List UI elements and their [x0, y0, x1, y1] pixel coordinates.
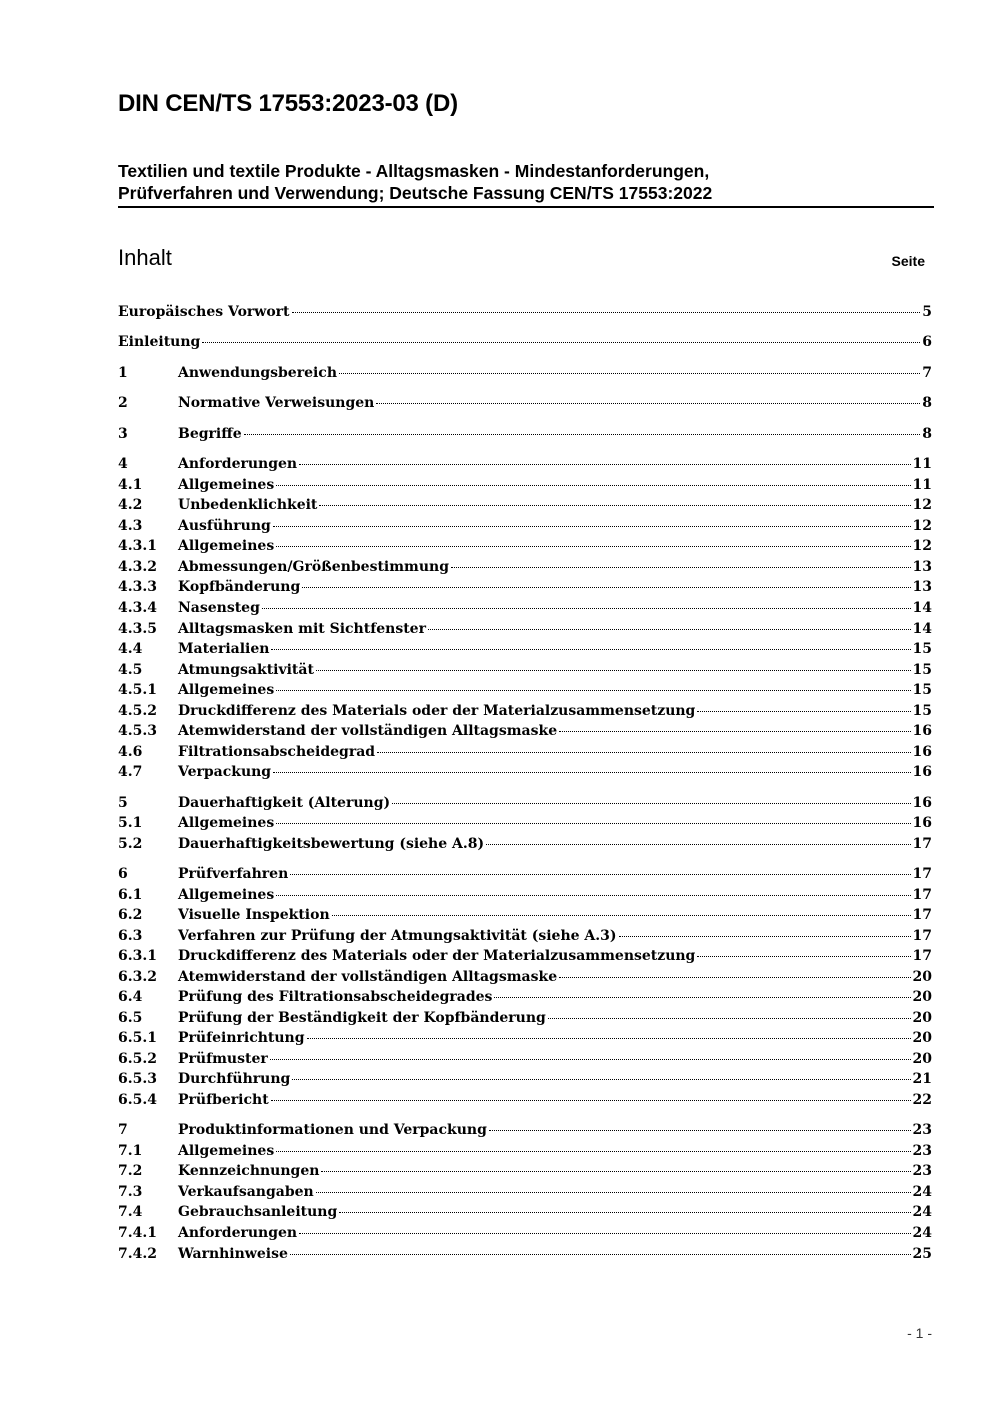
toc-entry[interactable] [118, 1244, 932, 1264]
toc-entry-number: 4.4 [118, 641, 143, 657]
toc-dot-leader [332, 914, 911, 916]
toc-dot-leader [428, 628, 911, 630]
toc-entry-page[interactable]: 17 [912, 907, 932, 923]
toc-entry-page[interactable]: 22 [912, 1092, 932, 1108]
toc-entry-number: 7 [118, 1122, 128, 1138]
toc-entry[interactable] [118, 302, 932, 322]
toc-entry-label[interactable]: Abmessungen/Größenbestimmung [178, 559, 450, 575]
toc-entry-number: 2 [118, 395, 128, 411]
toc-entry[interactable] [118, 619, 932, 639]
toc-entry-label[interactable]: Allgemeines [178, 887, 275, 903]
toc-entry-number: 4.3.4 [118, 600, 157, 616]
toc-entry[interactable] [118, 762, 932, 782]
toc-dot-leader [273, 771, 910, 773]
toc-dot-leader [302, 586, 910, 588]
toc-entry-page[interactable]: 7 [922, 365, 932, 381]
toc-entry-label[interactable]: Visuelle Inspektion [178, 907, 330, 923]
toc-entry-page[interactable]: 6 [922, 334, 932, 350]
toc-entry-label[interactable]: Anforderungen [178, 456, 298, 472]
toc-entry[interactable] [118, 1202, 932, 1222]
toc-dot-leader [276, 545, 910, 547]
toc-entry-number: 6.5.4 [118, 1092, 157, 1108]
toc-entry[interactable] [118, 557, 932, 577]
toc-entry-number: 7.4.2 [118, 1246, 157, 1262]
toc-dot-leader [376, 402, 920, 404]
toc-entry-label[interactable]: Ausführung [178, 518, 271, 534]
toc-entry[interactable] [118, 987, 932, 1007]
toc-entry-page[interactable]: 15 [912, 641, 932, 657]
toc-entry-label[interactable]: Begriffe [178, 426, 242, 442]
toc-entry[interactable] [118, 1161, 932, 1181]
toc-entry-label[interactable]: Kennzeichnungen [178, 1163, 320, 1179]
toc-dot-leader [548, 1017, 911, 1019]
toc-entry[interactable] [118, 516, 932, 536]
toc-entry-label[interactable]: Durchführung [178, 1071, 291, 1087]
toc-entry[interactable] [118, 1120, 932, 1140]
toc-entry-label[interactable]: Warnhinweise [178, 1246, 288, 1262]
toc-entry-number: 4.5 [118, 662, 143, 678]
toc-entry-label[interactable]: Prüfeinrichtung [178, 1030, 305, 1046]
toc-entry[interactable] [118, 905, 932, 925]
subtitle-line-2: Prüfverfahren und Verwendung; Deutsche Fassung CEN/TS 17553:2022 [118, 183, 713, 203]
toc-entry-number: 1 [118, 365, 128, 381]
toc-dot-leader [697, 710, 910, 712]
toc-entry-page[interactable]: 24 [912, 1204, 932, 1220]
toc-entry-label[interactable]: Prüfmuster [178, 1051, 268, 1067]
toc-entry-number: 6.5.2 [118, 1051, 157, 1067]
toc-entry-page[interactable]: 17 [912, 948, 932, 964]
toc-entry-page[interactable]: 12 [912, 538, 932, 554]
toc-entry-number: 6.1 [118, 887, 143, 903]
toc-dot-leader [202, 341, 920, 343]
toc-entry[interactable] [118, 1223, 932, 1243]
toc-entry-label[interactable]: Dauerhaftigkeitsbewertung (siehe A.8) [178, 836, 485, 852]
toc-entry[interactable] [118, 639, 932, 659]
toc-entry[interactable] [118, 680, 932, 700]
toc-entry-page[interactable]: 20 [912, 989, 932, 1005]
toc-entry[interactable] [118, 864, 932, 884]
toc-entry-label[interactable]: Druckdifferenz des Materials oder der Materialzusammensetzung [178, 948, 696, 964]
toc-dot-leader [270, 1058, 911, 1060]
toc-entry-number: 6.3 [118, 928, 143, 944]
toc-entry[interactable] [118, 1141, 932, 1161]
toc-entry-label[interactable]: Allgemeines [178, 1143, 275, 1159]
toc-entry-label[interactable]: Einleitung [118, 334, 201, 350]
toc-entry[interactable] [118, 577, 932, 597]
page-column-label: Seite [891, 253, 925, 269]
toc-entry-page[interactable]: 17 [912, 836, 932, 852]
toc-dot-leader [299, 1232, 910, 1234]
toc-entry-number: 6.2 [118, 907, 143, 923]
toc-dot-leader [321, 1170, 910, 1172]
toc-entry-number: 4.3.2 [118, 559, 157, 575]
toc-entry-number: 4.5.1 [118, 682, 157, 698]
toc-dot-leader [339, 372, 920, 374]
toc-entry-label[interactable]: Alltagsmasken mit Sichtfenster [178, 621, 426, 637]
toc-entry[interactable] [118, 1069, 932, 1089]
toc-dot-leader [559, 976, 910, 978]
toc-entry-page[interactable]: 16 [912, 723, 932, 739]
toc-entry[interactable] [118, 885, 932, 905]
toc-entry-page[interactable]: 24 [912, 1184, 932, 1200]
document-subtitle [118, 160, 934, 208]
toc-entry-page[interactable]: 13 [912, 579, 932, 595]
document-title: DIN CEN/TS 17553:2023-03 (D) [118, 90, 458, 117]
toc-dot-leader [697, 955, 910, 957]
toc-entry-label[interactable]: Atemwiderstand der vollständigen Alltagsmaske [178, 969, 558, 985]
toc-entry-label[interactable]: Allgemeines [178, 682, 275, 698]
toc-entry-number: 4.3 [118, 518, 143, 534]
toc-entry[interactable] [118, 1049, 932, 1069]
toc-entry[interactable] [118, 393, 932, 413]
toc-dot-leader [271, 648, 910, 650]
toc-dot-leader [290, 873, 910, 875]
toc-entry-page[interactable]: 23 [912, 1163, 932, 1179]
toc-dot-leader [276, 689, 910, 691]
toc-entry-number: 6.3.2 [118, 969, 157, 985]
toc-entry-label[interactable]: Allgemeines [178, 477, 275, 493]
toc-entry-page[interactable]: 13 [912, 559, 932, 575]
toc-entry[interactable] [118, 454, 932, 474]
toc-dot-leader [299, 463, 910, 465]
toc-dot-leader [494, 996, 910, 998]
toc-entry-label[interactable]: Nasensteg [178, 600, 260, 616]
toc-dot-leader [276, 894, 910, 896]
toc-entry[interactable] [118, 967, 932, 987]
toc-entry[interactable] [118, 475, 932, 495]
toc-entry-page[interactable]: 14 [912, 600, 932, 616]
toc-entry-number: 6.5.1 [118, 1030, 157, 1046]
toc-entry[interactable] [118, 946, 932, 966]
toc-entry-label[interactable]: Allgemeines [178, 538, 275, 554]
toc-dot-leader [319, 504, 910, 506]
subtitle-line-1: Textilien und textile Produkte - Alltagsmasken - Mindestanforderungen, [118, 161, 710, 181]
toc-entry-label[interactable]: Verpackung [178, 764, 272, 780]
toc-entry-label[interactable]: Gebrauchsanleitung [178, 1204, 338, 1220]
toc-entry-number: 4.3.1 [118, 538, 157, 554]
toc-dot-leader [292, 1078, 910, 1080]
toc-entry[interactable] [118, 742, 932, 762]
toc-entry-number: 7.4.1 [118, 1225, 157, 1241]
toc-dot-leader [316, 669, 911, 671]
toc-entry-label[interactable]: Prüfung des Filtrationsabscheidegrades [178, 989, 493, 1005]
toc-entry[interactable] [118, 793, 932, 813]
toc-dot-leader [244, 433, 921, 435]
toc-entry-number: 4.5.2 [118, 703, 157, 719]
toc-entry-label[interactable]: Verfahren zur Prüfung der Atmungsaktivität (siehe A.3) [178, 928, 617, 944]
toc-entry-page[interactable]: 20 [912, 1030, 932, 1046]
toc-entry[interactable] [118, 834, 932, 854]
toc-dot-leader [273, 525, 911, 527]
toc-dot-leader [262, 607, 911, 609]
toc-entry-label[interactable]: Dauerhaftigkeit (Alterung) [178, 795, 391, 811]
toc-entry-page[interactable]: 12 [912, 518, 932, 534]
toc-entry-label[interactable]: Allgemeines [178, 815, 275, 831]
toc-entry-label[interactable]: Produktinformationen und Verpackung [178, 1122, 487, 1138]
toc-entry-page[interactable]: 20 [912, 1051, 932, 1067]
toc-entry-page[interactable]: 11 [912, 477, 932, 493]
toc-entry-page[interactable]: 25 [912, 1246, 932, 1262]
toc-entry-number: 6.5 [118, 1010, 143, 1026]
toc-entry[interactable] [118, 926, 932, 946]
toc-entry-number: 4.6 [118, 744, 143, 760]
toc-entry[interactable] [118, 332, 932, 352]
page-number: - 1 - [907, 1325, 932, 1341]
toc-entry-number: 7.3 [118, 1184, 143, 1200]
toc-dot-leader [451, 566, 911, 568]
toc-entry-page[interactable]: 16 [912, 744, 932, 760]
toc-entry-label[interactable]: Druckdifferenz des Materials oder der Materialzusammensetzung [178, 703, 696, 719]
toc-entry-number: 3 [118, 426, 128, 442]
toc-entry-number: 5.1 [118, 815, 143, 831]
toc-dot-leader [619, 935, 911, 937]
contents-heading: Inhalt [118, 245, 172, 270]
toc-entry-label[interactable]: Anwendungsbereich [178, 365, 337, 381]
toc-entry[interactable] [118, 598, 932, 618]
toc-entry-page[interactable]: 17 [912, 928, 932, 944]
toc-entry-page[interactable]: 15 [912, 662, 932, 678]
toc-entry-page[interactable]: 8 [922, 426, 932, 442]
toc-dot-leader [339, 1211, 910, 1213]
toc-dot-leader [486, 843, 910, 845]
toc-entry-number: 4.3.3 [118, 579, 157, 595]
toc-entry-number: 4.5.3 [118, 723, 157, 739]
toc-entry-number: 6.5.3 [118, 1071, 157, 1087]
toc-entry-page[interactable]: 15 [912, 703, 932, 719]
toc-entry-page[interactable]: 23 [912, 1143, 932, 1159]
toc-entry-label[interactable]: Filtrationsabscheidegrad [178, 744, 376, 760]
toc-entry[interactable] [118, 1182, 932, 1202]
toc-entry-label[interactable]: Materialien [178, 641, 270, 657]
toc-entry-number: 4 [118, 456, 128, 472]
toc-entry-label[interactable]: Anforderungen [178, 1225, 298, 1241]
toc-entry-page[interactable]: 24 [912, 1225, 932, 1241]
toc-dot-leader [377, 751, 910, 753]
toc-dot-leader [276, 822, 910, 824]
toc-entry-label[interactable]: Atemwiderstand der vollständigen Alltagsmaske [178, 723, 558, 739]
toc-entry-number: 5.2 [118, 836, 143, 852]
toc-entry-page[interactable]: 12 [912, 497, 932, 513]
toc-entry-page[interactable]: 20 [912, 969, 932, 985]
toc-entry-page[interactable]: 17 [912, 866, 932, 882]
toc-entry-number: 6 [118, 866, 128, 882]
toc-entry-page[interactable]: 14 [912, 621, 932, 637]
toc-entry[interactable] [118, 495, 932, 515]
toc-entry-label[interactable]: Kopfbänderung [178, 579, 301, 595]
toc-entry[interactable] [118, 536, 932, 556]
toc-dot-leader [559, 730, 910, 732]
toc-entry-label[interactable]: Normative Verweisungen [178, 395, 375, 411]
toc-entry[interactable] [118, 363, 932, 383]
toc-dot-leader [316, 1191, 911, 1193]
toc-entry[interactable] [118, 1028, 932, 1048]
toc-entry-label[interactable]: Europäisches Vorwort [118, 304, 290, 320]
toc-entry-number: 7.1 [118, 1143, 143, 1159]
toc-dot-leader [489, 1129, 911, 1131]
toc-entry-page[interactable]: 8 [922, 395, 932, 411]
toc-entry-label[interactable]: Prüfverfahren [178, 866, 289, 882]
toc-entry-number: 6.4 [118, 989, 143, 1005]
toc-entry-page[interactable]: 11 [912, 456, 932, 472]
toc-dot-leader [292, 311, 921, 313]
toc-entry-page[interactable]: 15 [912, 682, 932, 698]
toc-entry[interactable] [118, 813, 932, 833]
toc-entry-page[interactable]: 16 [912, 764, 932, 780]
toc-entry-page[interactable]: 20 [912, 1010, 932, 1026]
toc-entry-number: 4.2 [118, 497, 143, 513]
toc-entry-page[interactable]: 16 [912, 815, 932, 831]
toc-entry-label[interactable]: Prüfbericht [178, 1092, 269, 1108]
toc-entry-page[interactable]: 23 [912, 1122, 932, 1138]
toc-entry[interactable] [118, 721, 932, 741]
toc-entry-number: 4.3.5 [118, 621, 157, 637]
toc-entry-label[interactable]: Verkaufsangaben [178, 1184, 314, 1200]
toc-entry-number: 4.7 [118, 764, 143, 780]
toc-entry-number: 4.1 [118, 477, 143, 493]
toc-dot-leader [290, 1253, 911, 1255]
toc-entry-page[interactable]: 17 [912, 887, 932, 903]
toc-entry[interactable] [118, 1090, 932, 1110]
toc-entry-number: 7.2 [118, 1163, 143, 1179]
toc-entry-number: 7.4 [118, 1204, 143, 1220]
toc-entry-label[interactable]: Unbedenklichkeit [178, 497, 318, 513]
toc-entry-label[interactable]: Atmungsaktivität [178, 662, 314, 678]
toc-dot-leader [276, 484, 910, 486]
toc-entry-number: 5 [118, 795, 128, 811]
toc-entry-label[interactable]: Prüfung der Beständigkeit der Kopfbänderung [178, 1010, 546, 1026]
toc-dot-leader [392, 802, 910, 804]
toc-dot-leader [276, 1150, 910, 1152]
toc-dot-leader [307, 1037, 911, 1039]
toc-entry[interactable] [118, 660, 932, 680]
toc-entry-number: 6.3.1 [118, 948, 157, 964]
toc-entry[interactable] [118, 1008, 932, 1028]
toc-entry-page[interactable]: 5 [922, 304, 932, 320]
toc-entry-page[interactable]: 16 [912, 795, 932, 811]
toc-dot-leader [271, 1099, 911, 1101]
toc-entry-page[interactable]: 21 [912, 1071, 932, 1087]
toc-entry[interactable] [118, 424, 932, 444]
toc-entry[interactable] [118, 701, 932, 721]
